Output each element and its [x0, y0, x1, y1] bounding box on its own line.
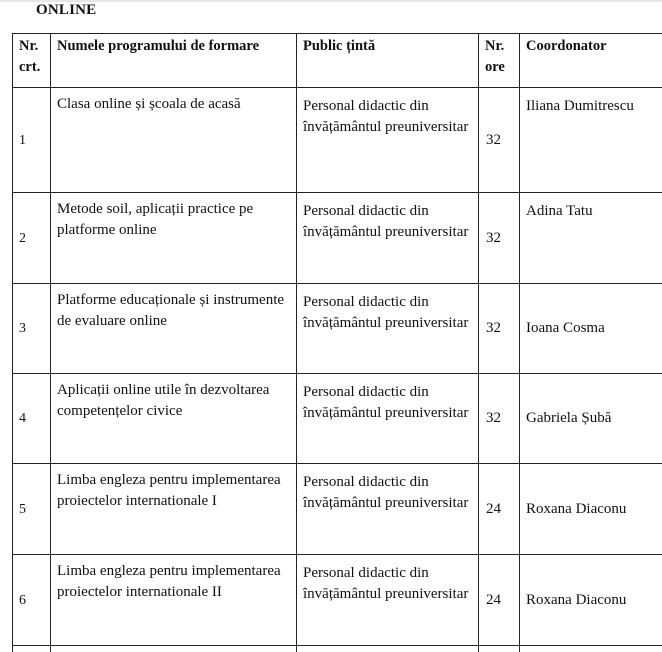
target-audience: Personal didactic din învățământul preuniversitar: [297, 555, 479, 646]
table-row: [13, 555, 662, 646]
table-header-row: [13, 34, 662, 88]
program-name: Limba engleza pentru implementarea proiectelor internationale I: [51, 464, 297, 555]
hours-value: 32: [479, 284, 520, 374]
row-number: 3: [13, 284, 51, 374]
coordinator-name: Iliana Dumitrescu: [520, 88, 662, 193]
column-header-nr: Nr. crt.: [13, 34, 51, 88]
target-audience: Personal didactic din învățământul preuniversitar: [297, 464, 479, 555]
row-number: 4: [13, 374, 51, 464]
coordinator-name: Gabriela Șubă: [520, 374, 662, 464]
column-header-coordinator: Coordonator: [520, 34, 662, 88]
program-name: Aplicații online utile în dezvoltarea competențelor civice: [51, 374, 297, 464]
program-name: Platforme educaționale și instrumente de evaluare online: [51, 284, 297, 374]
empty-cell: [479, 646, 520, 652]
program-name: Clasa online și școala de acasă: [51, 88, 297, 193]
column-header-hours: Nr. ore: [479, 34, 520, 88]
column-header-target-audience: Public țintă: [297, 34, 479, 88]
hours-value: 32: [479, 88, 520, 193]
target-audience: Personal didactic din învățământul preuniversitar: [297, 284, 479, 374]
empty-cell: [51, 646, 297, 652]
table-row-partial: [13, 646, 662, 652]
empty-cell: [520, 646, 662, 652]
coordinator-name: Roxana Diaconu: [520, 555, 662, 646]
table-row: [13, 88, 662, 193]
table-row: [13, 464, 662, 555]
table-row: [13, 284, 662, 374]
row-number: 1: [13, 88, 51, 193]
coordinator-name: Adina Tatu: [520, 193, 662, 284]
target-audience: Personal didactic din învățământul preuniversitar: [297, 88, 479, 193]
empty-cell: [13, 646, 51, 652]
section-heading: ONLINE: [36, 2, 97, 18]
row-number: 2: [13, 193, 51, 284]
hours-value: 24: [479, 464, 520, 555]
target-audience: Personal didactic din învățământul preuniversitar: [297, 193, 479, 284]
table-row: [13, 193, 662, 284]
hours-value: 32: [479, 193, 520, 284]
training-programs-table: [12, 33, 662, 652]
target-audience: Personal didactic din învățământul preuniversitar: [297, 374, 479, 464]
hours-value: 32: [479, 374, 520, 464]
table-row: [13, 374, 662, 464]
program-name: Limba engleza pentru implementarea proiectelor internationale II: [51, 555, 297, 646]
column-header-program-name: Numele programului de formare: [51, 34, 297, 88]
row-number: 5: [13, 464, 51, 555]
program-name: Metode soil, aplicații practice pe platforme online: [51, 193, 297, 284]
coordinator-name: Ioana Cosma: [520, 284, 662, 374]
coordinator-name: Roxana Diaconu: [520, 464, 662, 555]
empty-cell: [297, 646, 479, 652]
hours-value: 24: [479, 555, 520, 646]
page-top-edge: [0, 0, 662, 2]
row-number: 6: [13, 555, 51, 646]
